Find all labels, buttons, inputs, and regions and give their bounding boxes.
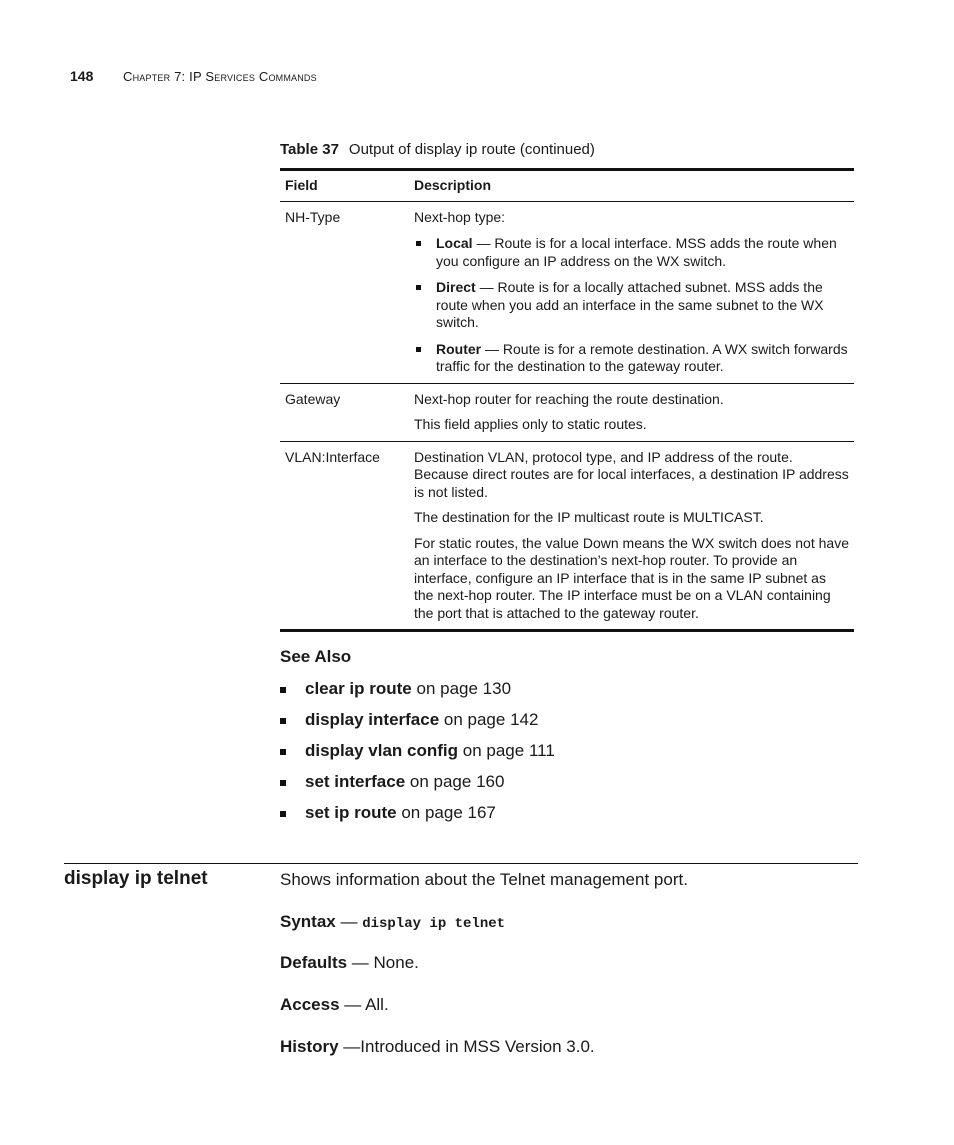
field-cell: Gateway — [280, 383, 409, 441]
paragraph: For static routes, the value Down means the WX switch does not have an interface to the destination’s next-hop router. To provide an interface, configure an IP interface that is in the same IP subnet as the next-hop router. The IP interface must be on a VLAN containing the port that is attached to the gateway router. — [414, 534, 849, 621]
command-link[interactable]: set ip route — [305, 803, 397, 822]
nh-type-list — [414, 235, 849, 376]
defaults-line — [280, 953, 419, 973]
term-description: — Route is for a remote destination. A WX switch forwards traffic for the destination to the gateway router. — [436, 340, 848, 374]
section-description: Shows information about the Telnet management port. — [280, 870, 688, 889]
page-number: 148 — [70, 68, 94, 84]
table-caption-text: Output of display ip route (continued) — [348, 141, 595, 158]
term: Direct — [436, 279, 476, 295]
defaults-text: — None. — [347, 953, 419, 972]
paragraph: Destination VLAN, protocol type, and IP address of the route. Because direct routes are for local interfaces, a destination IP address is not listed. — [414, 448, 849, 500]
table-row — [280, 383, 854, 441]
header-field: Field — [280, 170, 409, 202]
access-text: — All. — [339, 995, 389, 1014]
page-reference: on page 142 — [439, 710, 539, 729]
see-also-list — [280, 677, 555, 832]
page-reference: on page 167 — [396, 803, 496, 822]
paragraph: Next-hop router for reaching the route destination. — [414, 390, 724, 407]
command-link[interactable]: clear ip route — [305, 679, 412, 698]
table-header-row — [280, 170, 854, 202]
history-text: —Introduced in MSS Version 3.0. — [338, 1037, 595, 1056]
syntax-separator: — — [335, 912, 363, 931]
command-link[interactable]: display interface — [305, 710, 440, 729]
table-row — [280, 201, 854, 383]
list-item — [414, 235, 849, 270]
term: Router — [436, 340, 482, 357]
list-item — [414, 279, 849, 332]
see-also-item[interactable] — [280, 677, 555, 708]
table-caption — [280, 141, 595, 158]
field-cell: VLAN:Interface — [280, 441, 409, 631]
table-row — [280, 441, 854, 631]
section-divider — [64, 863, 858, 864]
page-reference: on page 111 — [458, 741, 555, 760]
section-title: display ip telnet — [64, 868, 208, 889]
chapter-header: Chapter 7: IP Services Commands — [123, 69, 317, 84]
history-line — [280, 1037, 595, 1057]
syntax-line — [280, 912, 505, 932]
see-also-item[interactable] — [280, 770, 555, 801]
field-cell: NH-Type — [280, 201, 409, 383]
history-label: History — [280, 1037, 339, 1056]
see-also-item[interactable] — [280, 739, 555, 770]
term-description: — Route is for a locally attached subnet. MSS adds the route when you add an interface in the same subnet to the WX switch. — [436, 279, 824, 330]
syntax-label: Syntax — [280, 912, 336, 931]
see-also-heading: See Also — [280, 647, 352, 666]
command-link[interactable]: display vlan config — [305, 741, 459, 760]
command-link[interactable]: set interface — [305, 772, 406, 791]
description-cell — [409, 383, 854, 441]
access-label: Access — [280, 995, 340, 1014]
paragraph: The destination for the IP multicast route is MULTICAST. — [414, 509, 764, 525]
nh-type-intro: Next-hop type: — [414, 208, 506, 225]
output-table — [280, 168, 854, 632]
page-reference: on page 160 — [405, 772, 505, 791]
header-description: Description — [409, 170, 854, 202]
syntax-command: display ip telnet — [362, 916, 506, 932]
description-cell — [409, 201, 854, 383]
access-line — [280, 995, 389, 1015]
term: Local — [436, 235, 473, 251]
description-cell — [409, 441, 854, 631]
paragraph: This field applies only to static routes. — [414, 416, 647, 432]
term-description: — Route is for a local interface. MSS adds the route when you configure an IP address on the WX switch. — [436, 235, 837, 269]
list-item — [414, 341, 849, 376]
see-also-item[interactable] — [280, 708, 555, 739]
see-also-item[interactable] — [280, 801, 555, 832]
table-caption-label: Table 37 — [280, 141, 339, 158]
page-reference: on page 130 — [411, 679, 512, 698]
defaults-label: Defaults — [280, 953, 348, 972]
